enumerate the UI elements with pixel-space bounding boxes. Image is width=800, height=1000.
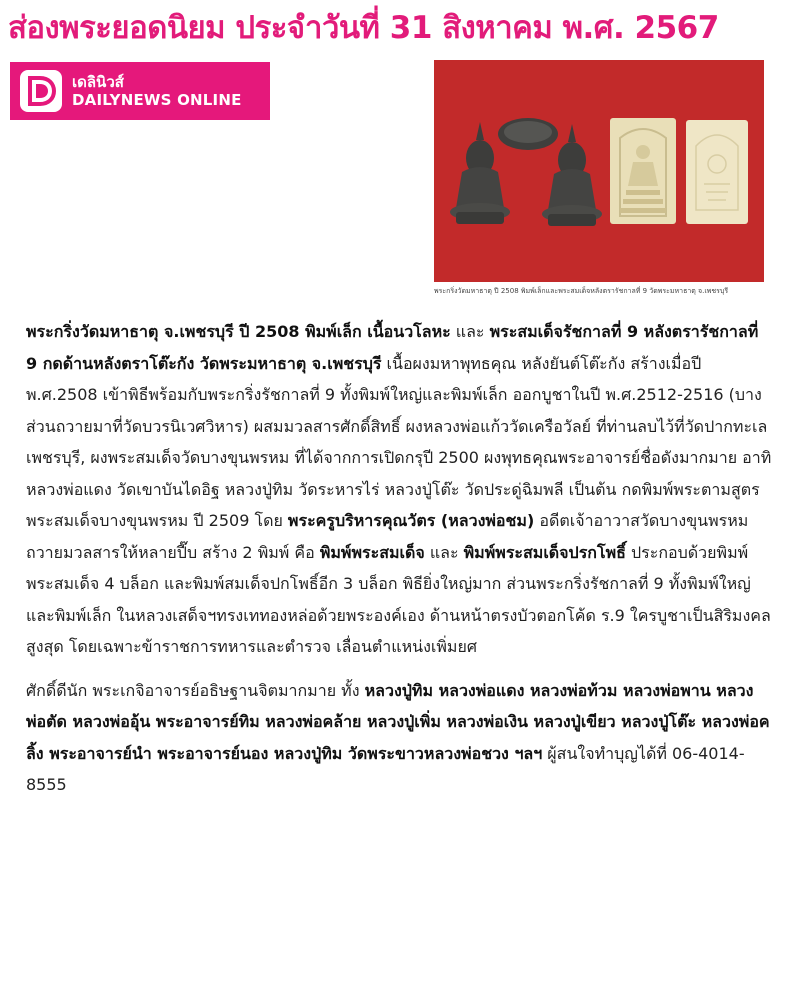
dailynews-logo-mark-icon <box>20 70 62 112</box>
text-run: ผู้สนใจทำบุญได้ที่ 06-4014-8555 <box>26 743 745 794</box>
amulet-photo <box>434 60 764 282</box>
logo-english-text: DAILYNEWS ONLINE <box>72 91 242 109</box>
text-run: เนื้อผงมหาพุทธคุณ หลังยันต์โต๊ะกัง สร้างเมื่อปี พ.ศ.2508 เข้าพิธีพร้อมกับพระกริ่งรัชกาลที่ 9 ทั้งพิมพ์ใหญ่และพิมพ์เล็ก ออกบูชาในปี พ.ศ.2512-2516 (บางส่วนถวายมาที่วัดบวรนิเวศวิหาร) ผสมมวลสารศักดิ์สิทธิ์ ผงหลวงพ่อแก้ววัดเครือวัลย์ ที่ท่านลบไว้ที่วัดปากทะเล เพชรบุรี, ผงพระสมเด็จวัดบางขุนพรหม ที่ได้จากการเปิดกรุปี 2500 ผงพุทธคุณพระอาจารย์ชื่อดังมากมาย อาทิ หลวงพ่อแดง วัดเขาบันไดอิฐ หลวงปู่ทิม วัดระหารไร่ หลวงปู่โต๊ะ วัดประดู่ฉิมพลี เป็นต้น กดพิมพ์พระตามสูตรพระสมเด็จบางขุนพรหม ปี 2509 โดย <box>26 353 772 530</box>
bold-phrase: พระสมเด็จรัชกาลที่ 9 หลังตรารัชกาลที่ 9 กดด้านหลังตราโต๊ะกัง วัดพระมหาธาตุ จ.เพชรบุรี <box>26 322 759 373</box>
article-paragraph <box>26 316 772 663</box>
article-paragraph <box>26 675 772 801</box>
headline: ส่องพระยอดนิยม ประจำวันที่ 31 สิงหาคม พ.ศ. 2567 <box>8 10 719 46</box>
somdej-amulet-front-image <box>610 118 676 224</box>
text-run: ประกอบด้วยพิมพ์พระสมเด็จ 4 บล็อก และพิมพ์สมเด็จปกโพธิ์อีก 3 บล็อก พิธียิ่งใหญ่มาก ส่วนพระกริ่งรัชกาลที่ 9 ทั้งพิมพ์ใหญ่และพิมพ์เล็ก ในหลวงเสด็จฯทรงเททองหล่อด้วยพระองค์เอง ด้านหน้าตรงบัวตอกโค้ด ร.9 ใครบูชาเป็นสิริมงคลสูงสุด โดยเฉพาะข้าราชการทหารและตำรวจ เลื่อนตำแหน่งเพิ่มยศ <box>26 542 771 656</box>
bold-phrase: พระครูบริหารคุณวัตร (หลวงพ่อชม) <box>287 511 535 530</box>
somdej-amulet-back-image <box>686 120 748 224</box>
article-body <box>26 316 772 801</box>
logo-thai-text: เดลินิวส์ <box>72 73 124 91</box>
bold-phrase: พิมพ์พระสมเด็จ <box>319 542 425 562</box>
bold-phrase: พิมพ์พระสมเด็จปรกโพธิ์ <box>463 542 626 562</box>
bold-phrase: หลวงปู่ทิม หลวงพ่อแดง หลวงพ่อท้วม หลวงพ่อพาน หลวงพ่อตัด หลวงพ่ออุ้น พระอาจารย์ทิม หลวงพ่อคล้าย หลวงปู่เพิ่ม หลวงพ่อเงิน หลวงปู่เขียว หลวงปู่โต๊ะ หลวงพ่อคลิ้ง พระอาจารย์นำ พระอาจารย์นอง หลวงปู่ทิม วัดพระขาวหลวงพ่อชวง ฯลฯ <box>26 680 770 763</box>
text-run: และ <box>424 542 464 562</box>
text-run: และ <box>450 322 490 341</box>
bronze-base-image <box>498 118 558 150</box>
logo-text <box>72 73 242 109</box>
dailynews-logo[interactable] <box>10 62 270 120</box>
photo-caption: พระกริ่งวัดมหาธาตุ ปี 2508 พิมพ์เล็กและพระสมเด็จหลังตรารัชกาลที่ 9 วัดพระมหาธาตุ จ.เพชรบุรี <box>434 287 729 295</box>
bold-phrase: พระกริ่งวัดมหาธาตุ จ.เพชรบุรี ปี 2508 พิมพ์เล็ก เนื้อนวโลหะ <box>26 322 451 341</box>
text-run: ศักดิ์ดีนัก พระเกจิอาจารย์อธิษฐานจิตมากมาย ทั้ง <box>26 680 365 700</box>
text-run: อดีตเจ้าอาวาสวัดบางขุนพรหม ถวายมวลสารให้หลายปี๊บ สร้าง 2 พิมพ์ คือ <box>26 511 749 562</box>
